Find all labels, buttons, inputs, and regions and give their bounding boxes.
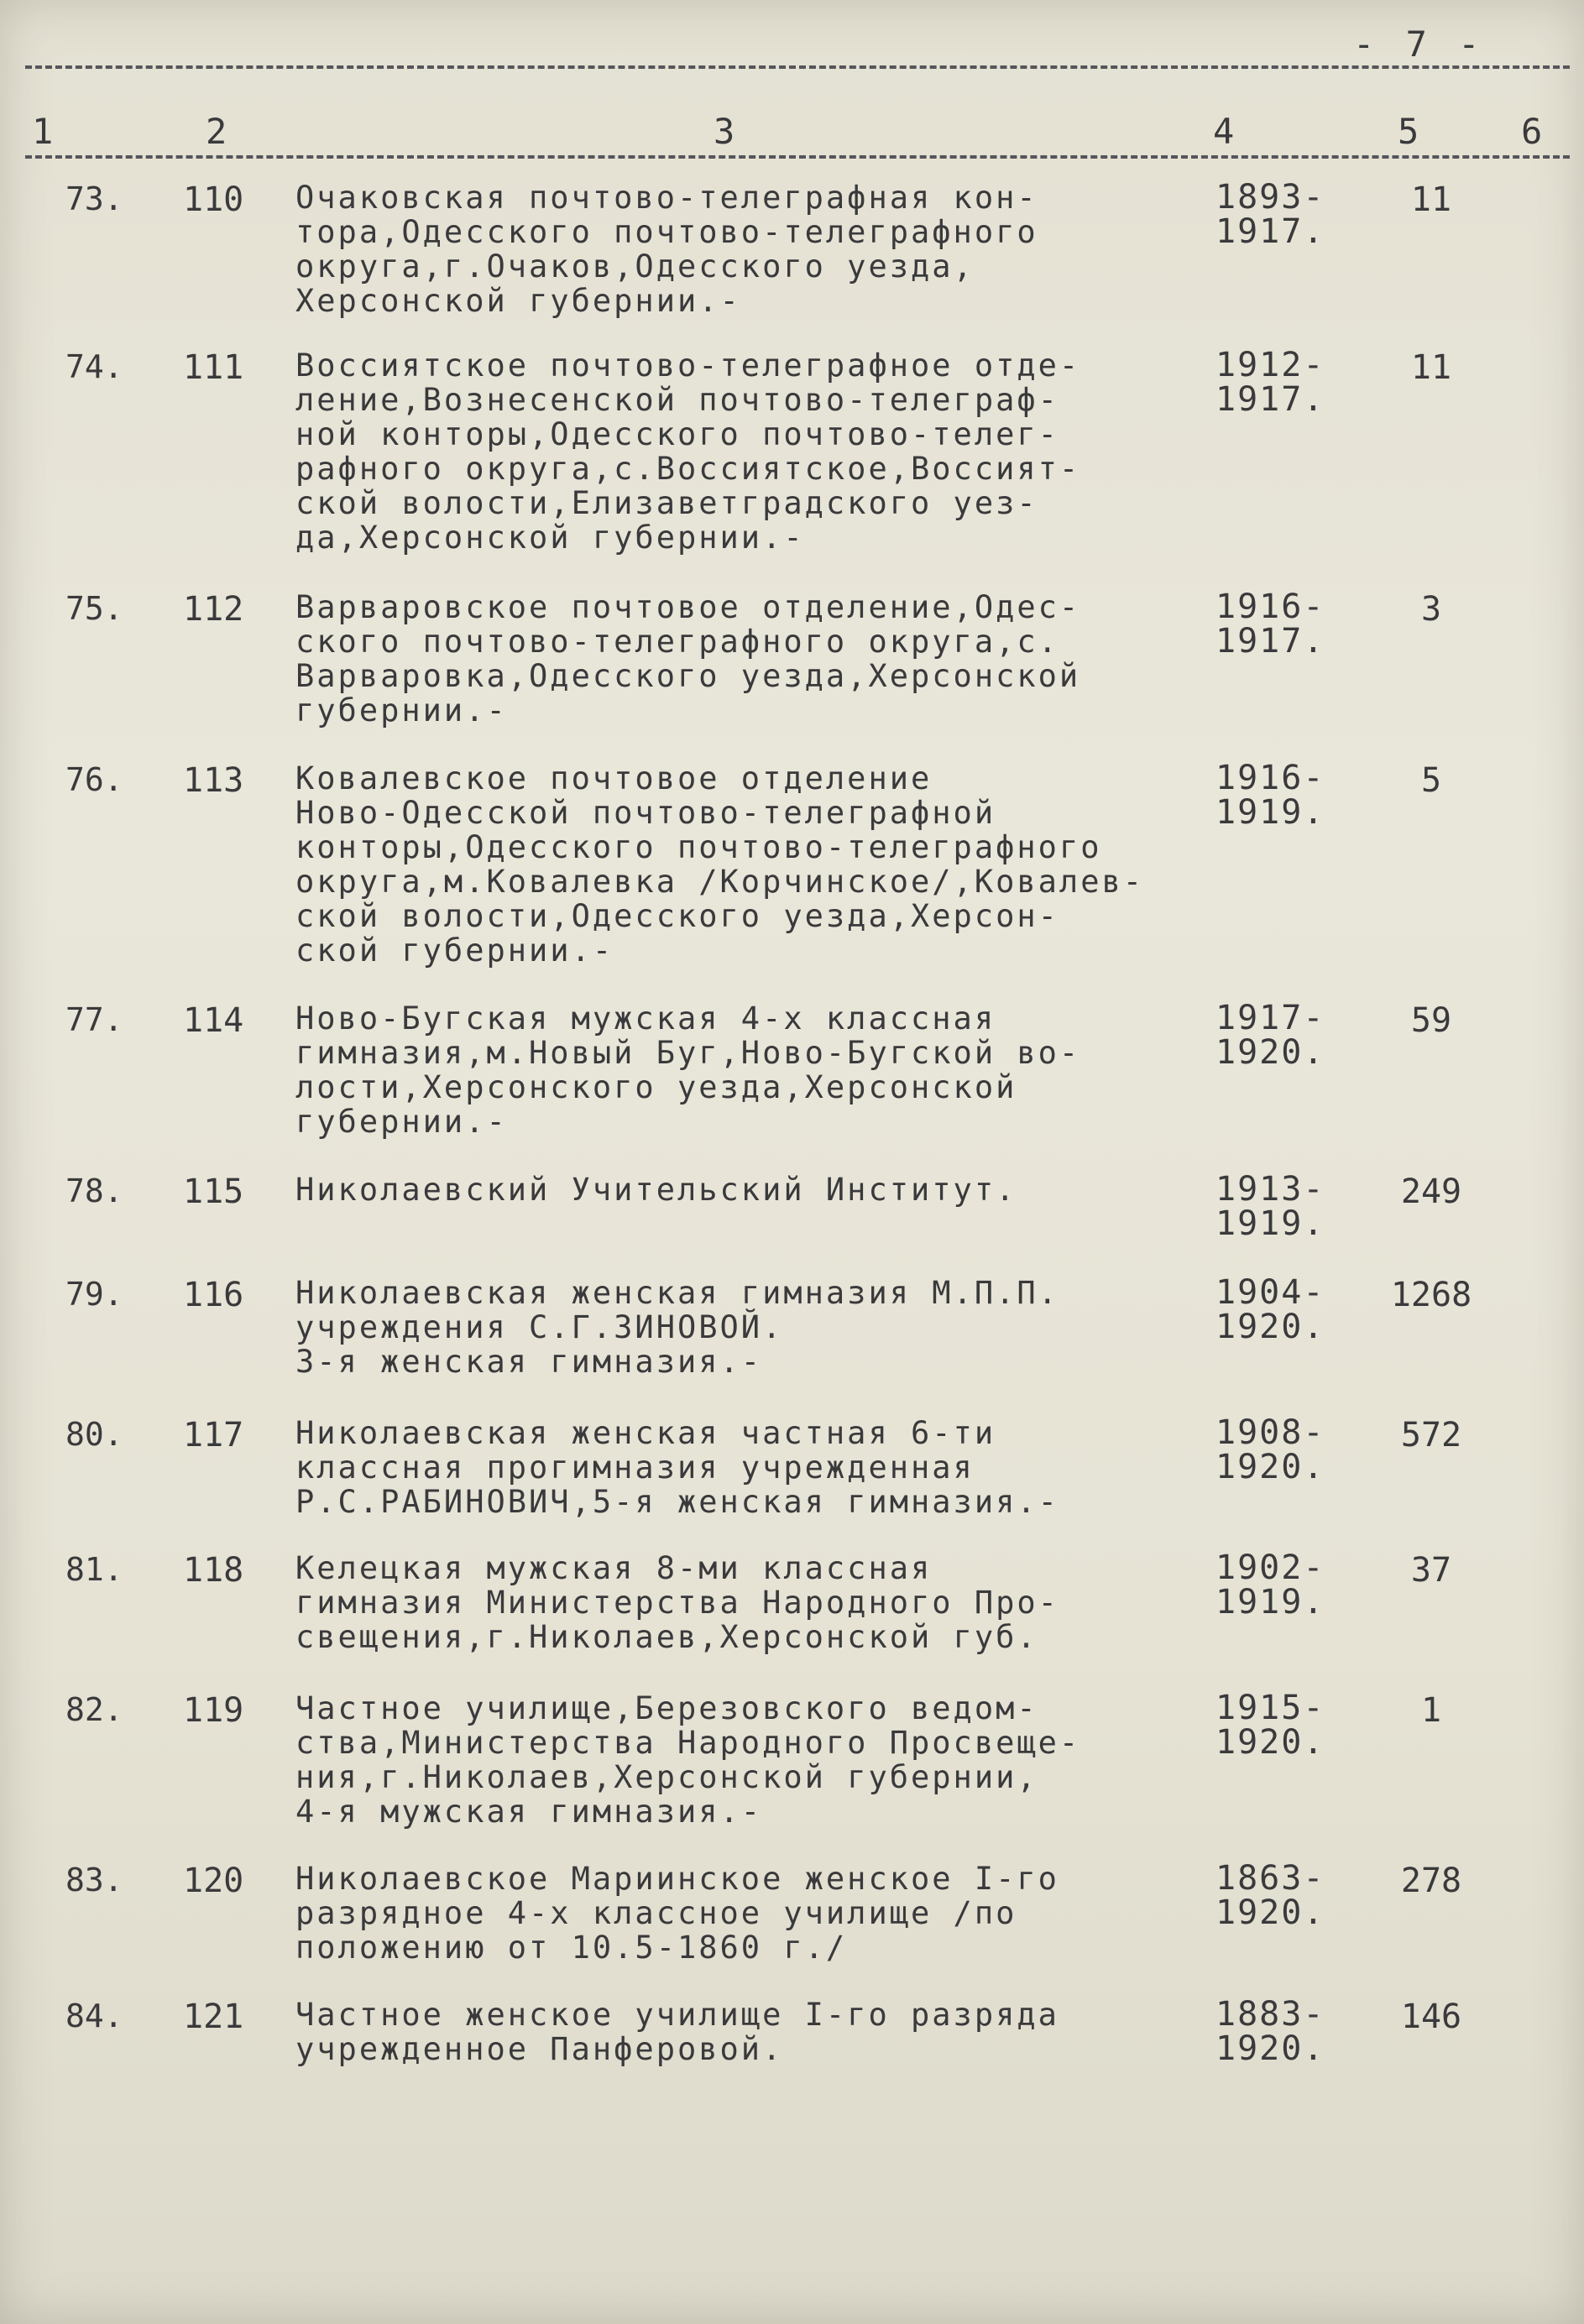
entry-years: 1915- 1920. xyxy=(1215,1689,1325,1762)
inventory-number: 113 xyxy=(183,761,244,800)
entry-count: 3 xyxy=(1420,590,1442,629)
entry-count: 5 xyxy=(1420,761,1442,800)
entry-title: Николаевское Мариинское женское I-го разрядное 4-х классное училище /по положению от 10.5-1860 г./ xyxy=(295,1861,1059,1966)
entry-title: Варваровское почтовое отделение,Одес- ского почтово-телеграфного округа,с. Варваровка,Одесского уезда,Херсонской губернии.- xyxy=(295,589,1081,729)
entry-count: 146 xyxy=(1400,1998,1462,2036)
inventory-number: 112 xyxy=(183,590,244,629)
inventory-number: 118 xyxy=(183,1551,244,1590)
entry-title: Воссиятское почтово-телеграфное отде- ление,Вознесенской почтово-телеграф- ной конторы,Одесского почтово-телег- рафного округа,с.Воссиятское,Воссият- ской волости,Елизаветградского уез- да,Херсонской губернии.- xyxy=(295,347,1081,556)
entry-years: 1916- 1917. xyxy=(1215,588,1325,661)
entry-number: 82. xyxy=(65,1691,123,1728)
column-header-3: 3 xyxy=(714,111,735,152)
entry-title: Частное училище,Березовского ведом- ства,Министерства Народного Просвеще- ния,г.Николаев,Херсонской губернии, 4-я мужская гимназия.- xyxy=(295,1690,1081,1830)
entry-number: 81. xyxy=(65,1551,123,1588)
header-rule-top xyxy=(25,65,1570,69)
entry-number: 83. xyxy=(65,1862,123,1898)
entry-title: Ново-Бугская мужская 4-х классная гимназия,м.Новый Буг,Ново-Бугской во- лости,Херсонского уезда,Херсонской губернии.- xyxy=(295,1000,1081,1140)
page-number: - 7 - xyxy=(1353,24,1485,65)
column-header-1: 1 xyxy=(32,111,54,152)
entry-years: 1893- 1917. xyxy=(1215,178,1325,251)
entry-number: 80. xyxy=(65,1416,123,1453)
entry-count: 11 xyxy=(1410,180,1452,219)
entry-title: Николаевская женская частная 6-ти классная прогимназия учрежденная Р.С.РАБИНОВИЧ,5-я женская гимназия.- xyxy=(295,1415,1059,1520)
entry-years: 1883- 1920. xyxy=(1215,1995,1325,2068)
entry-number: 77. xyxy=(65,1001,123,1038)
inventory-number: 120 xyxy=(183,1862,244,1900)
entry-title: Частное женское училище I-го разряда учрежденное Панферовой. xyxy=(295,1997,1059,2067)
entry-title: Николаевский Учительский Институт. xyxy=(295,1172,1017,1208)
entry-count: 1268 xyxy=(1390,1276,1472,1314)
entry-count: 11 xyxy=(1410,348,1452,387)
entry-years: 1904- 1920. xyxy=(1215,1273,1325,1346)
entry-number: 75. xyxy=(65,590,123,627)
entry-count: 37 xyxy=(1410,1551,1452,1590)
inventory-number: 115 xyxy=(183,1172,244,1211)
inventory-number: 121 xyxy=(183,1998,244,2036)
entry-number: 78. xyxy=(65,1172,123,1209)
entry-years: 1863- 1920. xyxy=(1215,1859,1325,1932)
entry-count: 249 xyxy=(1400,1172,1462,1211)
entry-years: 1902- 1919. xyxy=(1215,1548,1325,1622)
entry-title: Ковалевское почтовое отделение Ново-Одесской почтово-телеграфной конторы,Одесского почтово-телеграфного округа,м.Ковалевка /Корчинское/,Ковалев- ской волости,Одесского уезда,Херсон- ской губернии.- xyxy=(295,760,1145,969)
inventory-number: 116 xyxy=(183,1276,244,1314)
entry-title: Очаковская почтово-телеграфная кон- тора,Одесского почтово-телеграфного округа,г.Очаков,Одесского уезда, Херсонской губернии.- xyxy=(295,180,1038,319)
entry-years: 1917- 1920. xyxy=(1215,999,1325,1072)
entry-years: 1913- 1919. xyxy=(1215,1170,1325,1243)
entry-number: 76. xyxy=(65,761,123,798)
header-rule-bottom xyxy=(25,155,1570,159)
entry-number: 79. xyxy=(65,1276,123,1313)
entry-count: 59 xyxy=(1410,1001,1452,1040)
entry-years: 1916- 1919. xyxy=(1215,759,1325,832)
column-header-6: 6 xyxy=(1521,111,1543,152)
inventory-number: 110 xyxy=(183,180,244,219)
inventory-number: 114 xyxy=(183,1001,244,1040)
inventory-number: 119 xyxy=(183,1691,244,1730)
entry-count: 278 xyxy=(1400,1862,1462,1900)
entry-number: 84. xyxy=(65,1998,123,2034)
entry-count: 1 xyxy=(1420,1691,1442,1730)
entry-title: Келецкая мужская 8-ми классная гимназия Министерства Народного Про- свещения,г.Николаев,Херсонской губ. xyxy=(295,1550,1059,1655)
entry-years: 1912- 1917. xyxy=(1215,346,1325,419)
entry-count: 572 xyxy=(1400,1416,1462,1454)
inventory-number: 111 xyxy=(183,348,244,387)
column-header-4: 4 xyxy=(1213,111,1235,152)
inventory-number: 117 xyxy=(183,1416,244,1454)
column-header-2: 2 xyxy=(206,111,227,152)
entry-number: 74. xyxy=(65,348,123,385)
entry-years: 1908- 1920. xyxy=(1215,1413,1325,1486)
column-header-5: 5 xyxy=(1398,111,1419,152)
entry-title: Николаевская женская гимназия М.П.П. учреждения С.Г.ЗИНОВОЙ. 3-я женская гимназия.- xyxy=(295,1275,1059,1380)
entry-number: 73. xyxy=(65,180,123,217)
